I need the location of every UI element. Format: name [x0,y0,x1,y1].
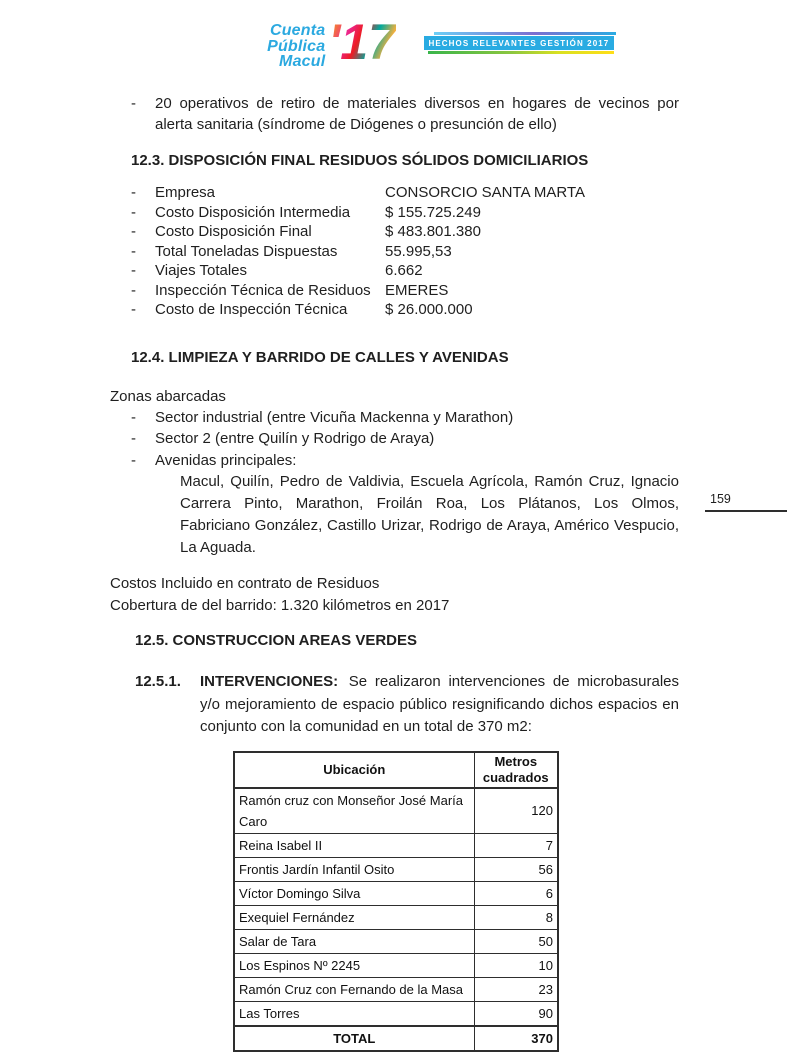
subsection-paragraph [200,671,679,739]
banner-bottom-stripe [428,51,614,54]
cell-m2: 6 [474,881,558,905]
table-row [234,881,558,905]
interventions-table-wrapper [233,751,679,1052]
cell-m2: 23 [474,977,558,1001]
zone-text: Sector industrial (entre Vicuña Mackenna y Marathon) [155,408,514,426]
banner-top-stripe [434,32,616,35]
cell-m2: 7 [474,833,558,857]
table-row [234,857,558,881]
table-row [234,833,558,857]
table-row [234,929,558,953]
table-row [234,953,558,977]
cell-m2: 8 [474,905,558,929]
cell-location: Ramón Cruz con Fernando de la Masa [234,977,474,1001]
list-item [110,450,679,472]
table-row [234,1001,558,1026]
gestion-banner [424,32,614,54]
section-12-3-list [110,183,679,320]
item-label: Costo Disposición Intermedia [155,203,351,221]
item-label: Viajes Totales [155,262,248,279]
cell-total-label: TOTAL [234,1026,474,1051]
bullet-dash: - [131,95,136,112]
bullet-dash: - [131,301,136,318]
logo-line-macul: Macul [279,53,326,71]
list-item [110,428,679,450]
table-header-metros-cuadrados: Metros cuadrados [474,752,558,788]
bullet-dash: - [131,184,136,201]
page-header [90,0,791,76]
cell-location: Los Espinos Nº 2245 [234,953,474,977]
cell-location: Salar de Tara [234,929,474,953]
zone-text: Avenidas principales: [155,451,297,469]
cell-location: Frontis Jardín Infantil Osito [234,857,474,881]
item-label: Costo de Inspección Técnica [155,301,348,318]
zones-list [110,407,679,472]
intro-bullet [110,93,679,135]
subsection-text: Se realizaron intervenciones de microbasurales y/o mejoramiento de espacio público resignificando dichos espacios en conjunto con la comunidad en un total de 370 m2: [200,673,679,735]
page-number: 159 [705,492,787,512]
subsection-12-5-1 [135,671,679,739]
logo-line-cuenta: Cuenta [269,22,326,39]
intro-bullet-text: 20 operativos de retiro de materiales diversos en hogares de vecinos por alerta sanitaria (síndrome de Diógenes o presunción de ello) [155,95,679,133]
banner-text: HECHOS RELEVANTES GESTIÓN 2017 [424,36,614,50]
item-value: 6.662 [385,262,423,279]
cell-m2: 10 [474,953,558,977]
cell-location: Ramón cruz con Monseñor José María Caro [234,788,474,834]
item-value: $ 483.801.380 [385,223,481,240]
subsection-title: INTERVENCIONES: [200,673,339,690]
table-row [234,788,558,834]
coverage-note: Cobertura de del barrido: 1.320 kilómetros en 2017 [110,597,450,614]
zones-label: Zonas abarcadas [110,387,226,405]
list-item [110,242,679,262]
bullet-dash: - [131,281,136,299]
item-label: Costo Disposición Final [155,223,312,240]
bullet-dash: - [131,451,136,469]
list-item [110,261,679,281]
section-12-4-title: 12.4. LIMPIEZA Y BARRIDO DE CALLES Y AVENIDAS [131,348,509,366]
cell-m2: 90 [474,1001,558,1026]
bullet-dash: - [131,262,136,279]
zone-text: Sector 2 (entre Quilín y Rodrigo de Araya) [155,430,435,447]
item-value: EMERES [385,281,449,299]
item-value: CONSORCIO SANTA MARTA [385,184,586,201]
bullet-dash: - [131,408,136,426]
cell-location: Las Torres [234,1001,474,1026]
subsection-number: 12.5.1. [135,673,181,690]
logo-line-publica: Pública [267,37,326,55]
cell-m2: 50 [474,929,558,953]
cuenta-publica-macul-logo [267,14,396,70]
item-label: Total Toneladas Dispuestas [155,242,338,260]
item-value: $ 26.000.000 [385,301,473,318]
document-body [0,93,791,1052]
item-value: $ 155.725.249 [385,203,481,221]
table-header-ubicacion: Ubicación [234,752,474,788]
notes-block [110,573,679,617]
cell-m2: 120 [474,788,558,834]
item-label: Empresa [155,184,216,201]
item-label: Inspección Técnica de Residuos [155,281,371,299]
cell-total-value: 370 [474,1026,558,1051]
bullet-dash: - [131,203,136,221]
cell-location: Víctor Domingo Silva [234,881,474,905]
list-item [110,407,679,429]
table-total-row [234,1026,558,1051]
cell-m2: 56 [474,857,558,881]
section-12-5-title: 12.5. CONSTRUCCION AREAS VERDES [135,632,417,649]
logo-wordmark [267,14,325,70]
list-item [110,203,679,223]
item-value: 55.995,53 [385,242,452,260]
bullet-dash: - [131,223,136,240]
list-item [110,300,679,320]
bullet-dash: - [131,242,136,260]
list-item [110,222,679,242]
cell-location: Exequiel Fernández [234,905,474,929]
bullet-dash: - [131,430,136,447]
table-header-row [234,752,558,788]
avenues-paragraph: Macul, Quilín, Pedro de Valdivia, Escuela Agrícola, Ramón Cruz, Ignacio Carrera Pinto, Marathon, Froilán Roa, Los Plátanos, Los Olmos, Fabriciano González, Castillo Urizar, Rodrigo de Araya, Américo Vespucio, La Aguada. [180,473,679,556]
table-row [234,905,558,929]
list-item [110,281,679,301]
cell-location: Reina Isabel II [234,833,474,857]
logo-year-17: '17 [328,14,396,70]
section-12-3-title: 12.3. DISPOSICIÓN FINAL RESIDUOS SÓLIDOS DOMICILIARIOS [131,152,589,169]
list-item [110,183,679,203]
interventions-table [233,751,559,1052]
costs-note: Costos Incluido en contrato de Residuos [110,575,380,592]
table-row [234,977,558,1001]
